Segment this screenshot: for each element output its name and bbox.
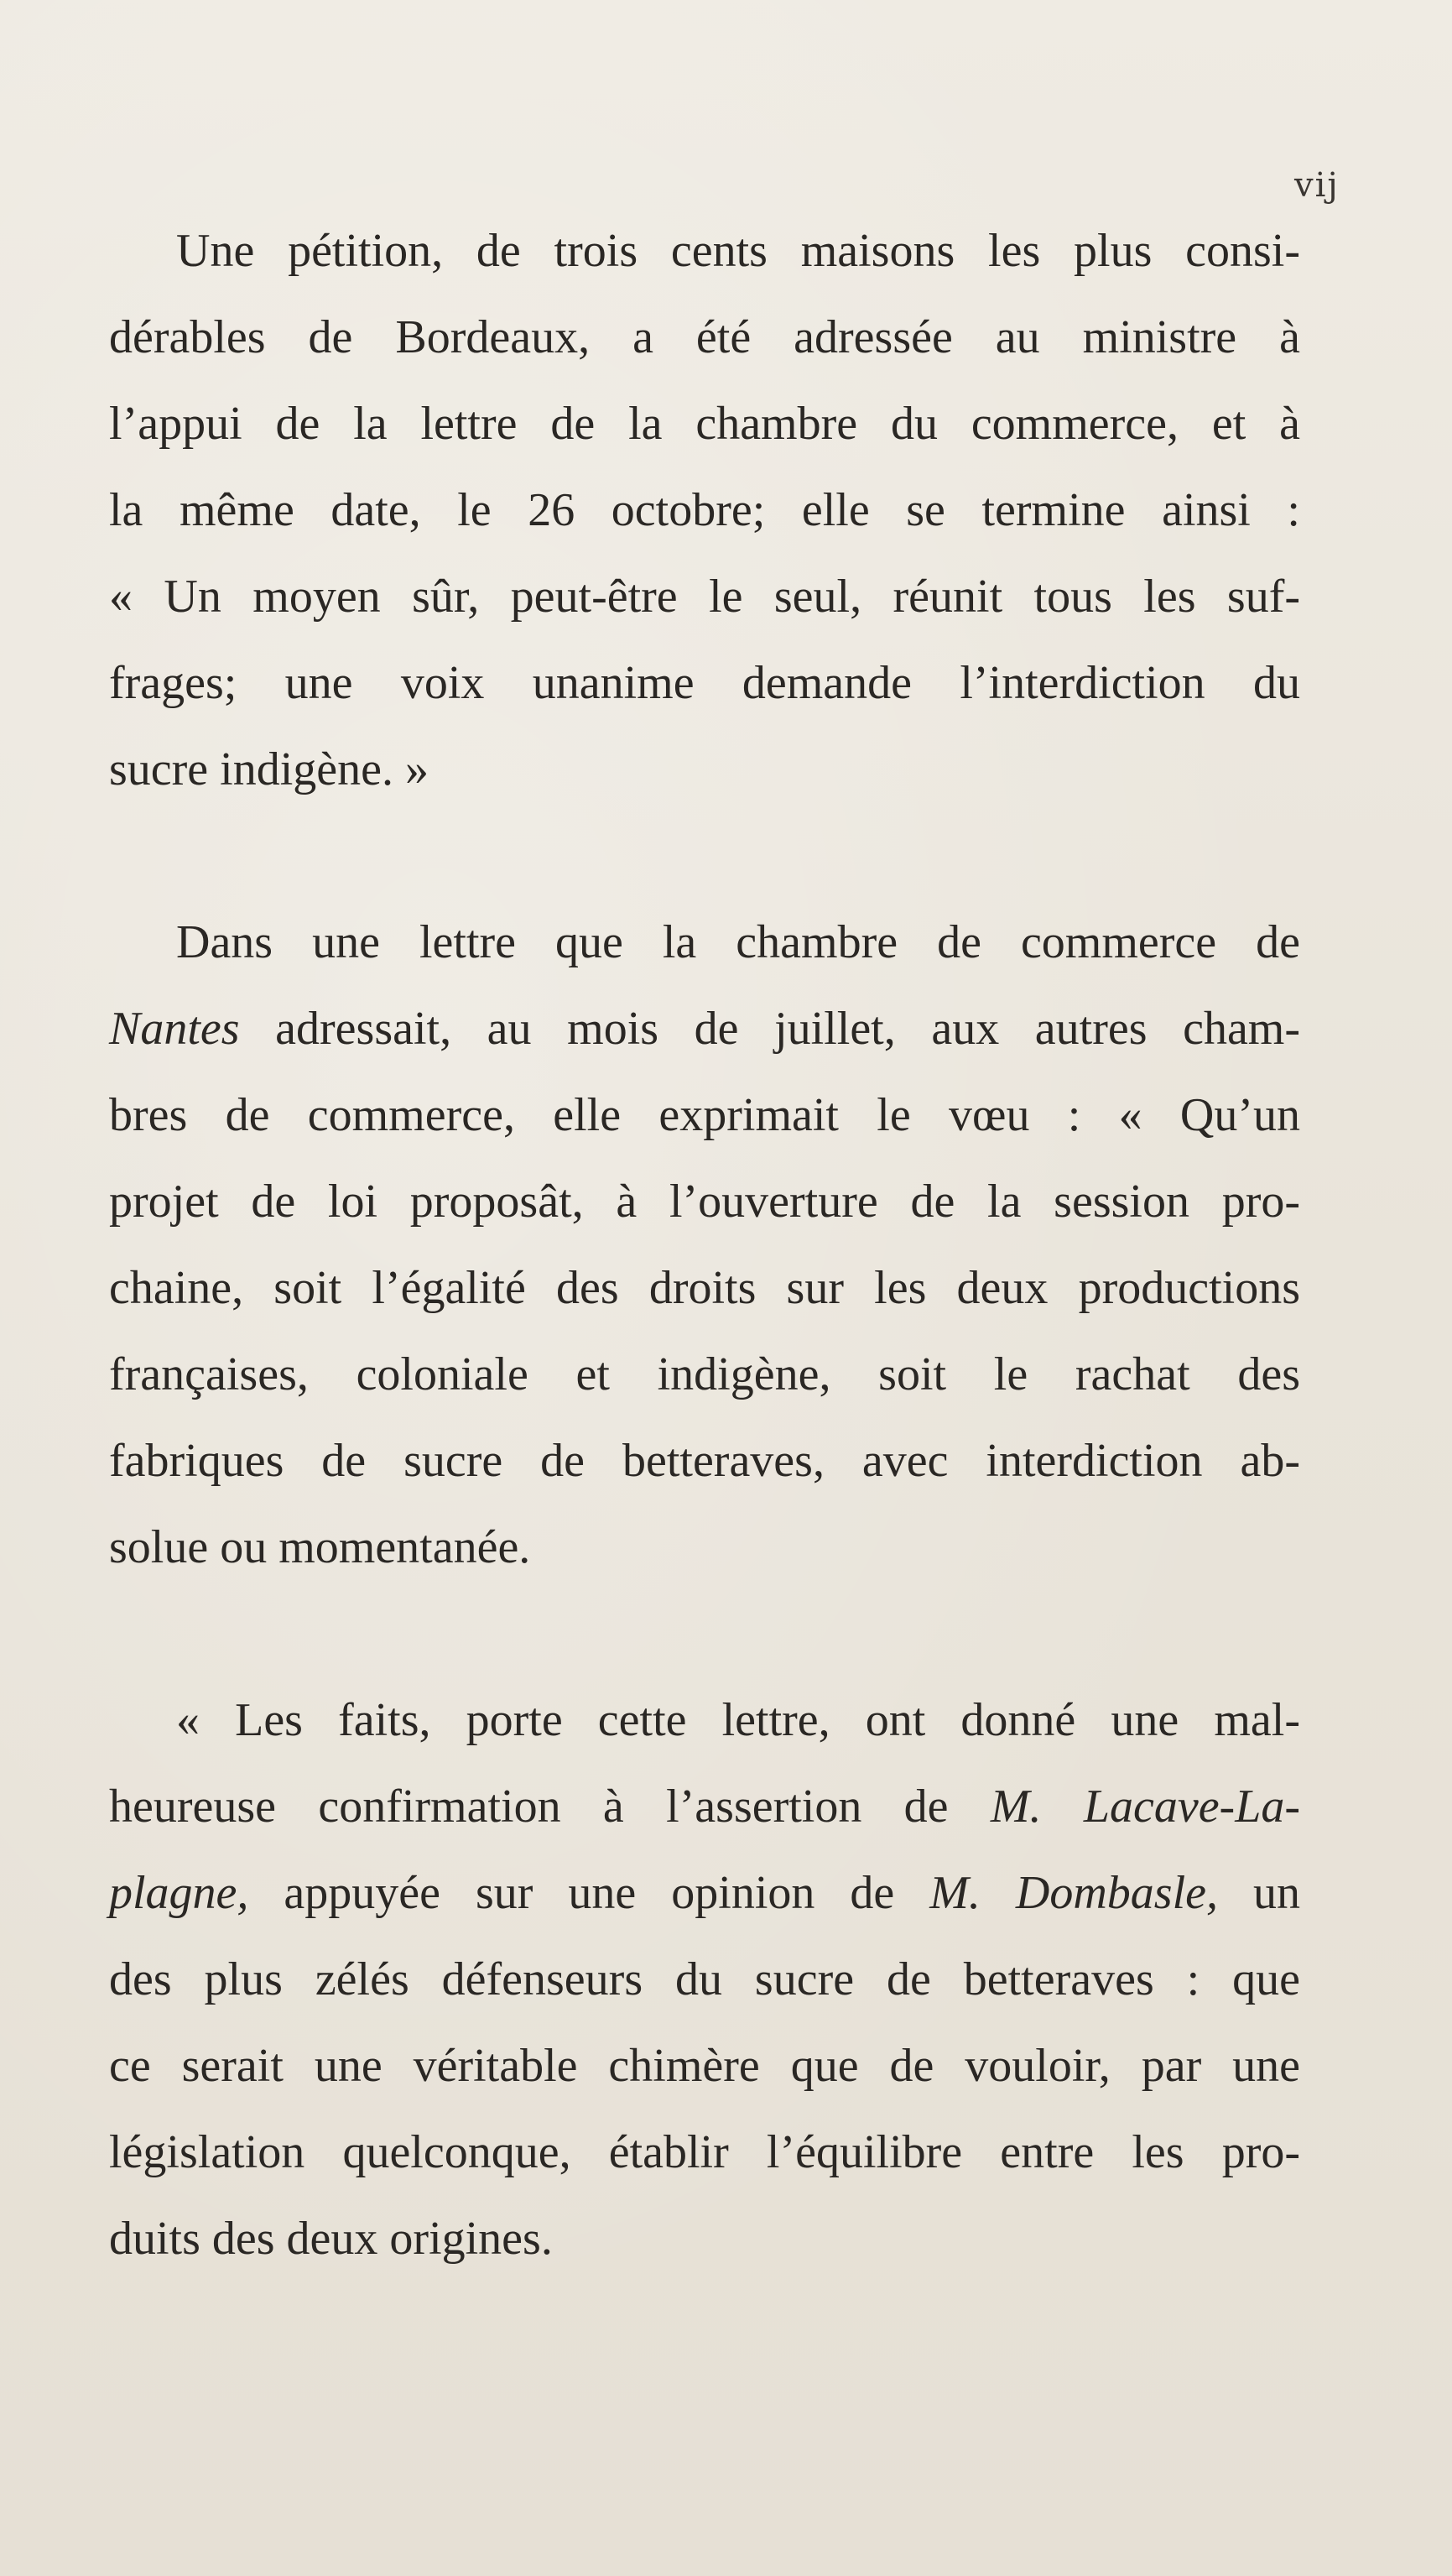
text-fragment: heureuse confirmation à l’assertion de	[109, 1781, 949, 1833]
text-line: ce serait une véritable chimère que de vouloir, par une	[109, 2040, 1300, 2092]
text-line: bres de commerce, elle exprimait le vœu : « Qu’un	[109, 1089, 1300, 1141]
text-line: des plus zélés défenseurs du sucre de betteraves : que	[109, 1953, 1300, 2005]
text-line	[109, 1850, 1300, 1937]
text-line: fabriques de sucre de betteraves, avec interdiction ab-	[109, 1435, 1300, 1487]
paragraph-gap	[109, 1591, 1300, 1677]
text-fragment: un	[1253, 1867, 1300, 1919]
text-line: législation quelconque, établir l’équilibre entre les pro-	[109, 2126, 1300, 2178]
text-line: Une pétition, de trois cents maisons les plus consi-	[176, 225, 1300, 277]
person-name: M. Dombasle,	[929, 1867, 1218, 1919]
text-line: dérables de Bordeaux, a été adressée au ministre à	[109, 311, 1300, 363]
text-line: la même date, le 26 octobre; elle se termine ainsi :	[109, 484, 1300, 536]
text-line: Dans une lettre que la chambre de commerce de	[176, 916, 1300, 968]
text-line: solue ou momentanée.	[109, 1521, 531, 1573]
text-line: projet de loi proposât, à l’ouverture de la session pro-	[109, 1176, 1300, 1228]
person-name: M. Lacave-La-	[990, 1781, 1301, 1833]
text-line: françaises, coloniale et indigène, soit le rachat des	[109, 1348, 1300, 1400]
paragraph-gap	[109, 813, 1300, 900]
text-line	[109, 986, 1300, 1072]
person-name: plagne,	[109, 1867, 249, 1919]
text-line: l’appui de la lettre de la chambre du commerce, et à	[109, 398, 1300, 450]
text-fragment: adressait, au mois de juillet, aux autres cham-	[275, 1003, 1301, 1055]
text-line: frages; une voix unanime demande l’interdiction du	[109, 657, 1300, 709]
page-number: vij	[1294, 166, 1340, 205]
text-line: duits des deux origines.	[109, 2213, 553, 2265]
body-text	[109, 208, 1300, 2282]
text-line: chaine, soit l’égalité des droits sur les deux productions	[109, 1262, 1300, 1314]
text-line: sucre indigène. »	[109, 743, 429, 795]
text-line: « Un moyen sûr, peut-être le seul, réunit tous les suf-	[109, 571, 1300, 623]
text-fragment: appuyée sur une opinion de	[284, 1867, 895, 1919]
text-line: « Les faits, porte cette lettre, ont donné une mal-	[176, 1694, 1300, 1746]
text-line	[109, 1764, 1300, 1850]
place-name: Nantes	[109, 1003, 240, 1055]
